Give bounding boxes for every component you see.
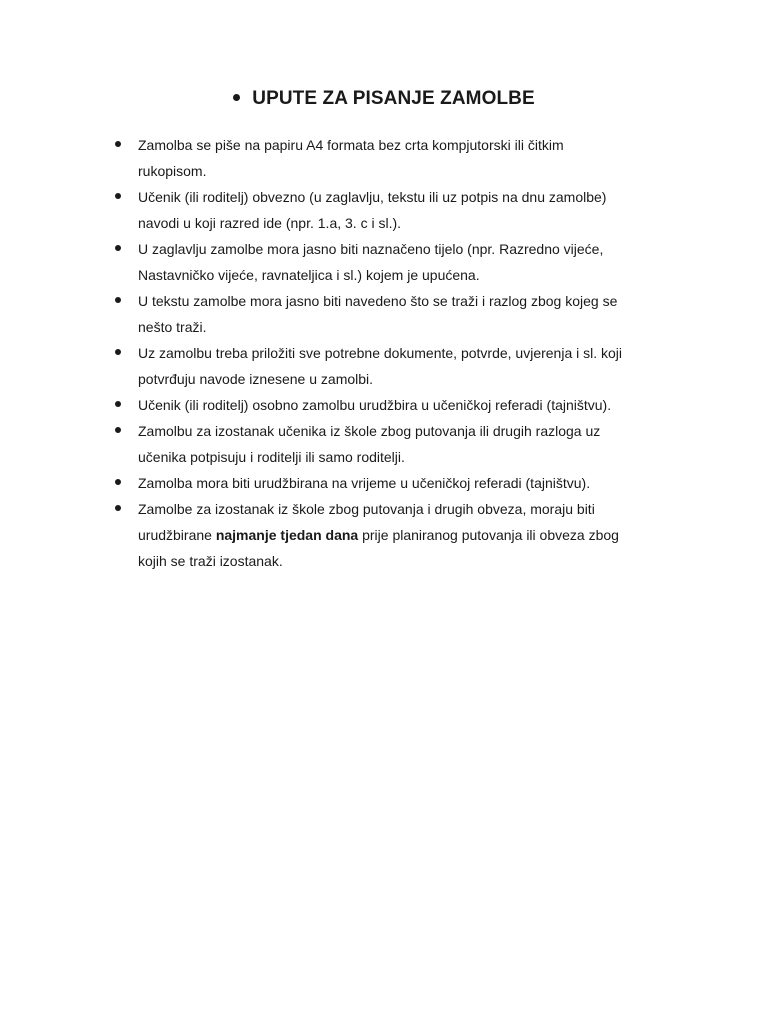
text-line-with-emphasis	[138, 522, 685, 548]
text-line: Zamolbe za izostanak iz škole zbog putovanja i drugih obveza, moraju biti	[138, 501, 595, 517]
title-bullet-icon	[233, 94, 240, 101]
bullet-icon	[115, 349, 121, 355]
bullet-icon	[115, 193, 121, 199]
title-row	[0, 86, 768, 112]
text-line: kojih se traži izostanak.	[138, 553, 283, 569]
list-item	[115, 340, 685, 392]
list-item-text	[138, 470, 685, 496]
text-segment: urudžbirane	[138, 527, 216, 543]
list-item	[115, 132, 685, 184]
list-item-text	[138, 496, 685, 574]
instructions-list	[115, 132, 685, 574]
list-item	[115, 496, 685, 574]
list-item-text	[138, 132, 685, 184]
bullet-icon	[115, 427, 121, 433]
text-line: Učenik (ili roditelj) obvezno (u zaglavlju, tekstu ili uz potpis na dnu zamolbe)	[138, 189, 607, 205]
text-line: Uz zamolbu treba priložiti sve potrebne dokumente, potvrde, uvjerenja i sl. koji	[138, 345, 623, 361]
list-item	[115, 392, 685, 418]
list-item-text	[138, 184, 685, 236]
text-line: Nastavničko vijeće, ravnateljica i sl.) kojem je upućena.	[138, 267, 480, 283]
bullet-icon	[115, 505, 121, 511]
page-title: UPUTE ZA PISANJE ZAMOLBE	[252, 88, 535, 109]
bullet-icon	[115, 141, 121, 147]
text-line: Zamolba se piše na papiru A4 formata bez crta kompjutorski ili čitkim	[138, 137, 564, 153]
list-item	[115, 470, 685, 496]
list-item-text	[138, 392, 685, 418]
list-item	[115, 184, 685, 236]
list-item	[115, 236, 685, 288]
text-line: Učenik (ili roditelj) osobno zamolbu urudžbira u učeničkoj referadi (tajništvu).	[138, 397, 612, 413]
list-item-text	[138, 236, 685, 288]
text-segment: prije planiranog putovanja ili obveza zbog	[358, 527, 619, 543]
text-line: U tekstu zamolbe mora jasno biti navedeno što se traži i razlog zbog kojeg se	[138, 293, 618, 309]
text-line: U zaglavlju zamolbe mora jasno biti naznačeno tijelo (npr. Razredno vijeće,	[138, 241, 604, 257]
list-item-text	[138, 418, 685, 470]
text-line: Zamolbu za izostanak učenika iz škole zbog putovanja ili drugih razloga uz	[138, 423, 601, 439]
list-item	[115, 418, 685, 470]
text-line: nešto traži.	[138, 319, 207, 335]
text-line: navodi u koji razred ide (npr. 1.a, 3. c i sl.).	[138, 215, 402, 231]
bullet-icon	[115, 245, 121, 251]
text-line: potvrđuju navode iznesene u zamolbi.	[138, 371, 374, 387]
text-line: učenika potpisuju i roditelji ili samo roditelji.	[138, 449, 405, 465]
text-line: rukopisom.	[138, 163, 207, 179]
list-item-text	[138, 288, 685, 340]
bullet-icon	[115, 401, 121, 407]
bullet-icon	[115, 479, 121, 485]
list-item	[115, 288, 685, 340]
text-line: Zamolba mora biti urudžbirana na vrijeme u učeničkoj referadi (tajništvu).	[138, 475, 591, 491]
bullet-icon	[115, 297, 121, 303]
emphasis-text: najmanje tjedan dana	[215, 527, 359, 543]
list-item-text	[138, 340, 685, 392]
